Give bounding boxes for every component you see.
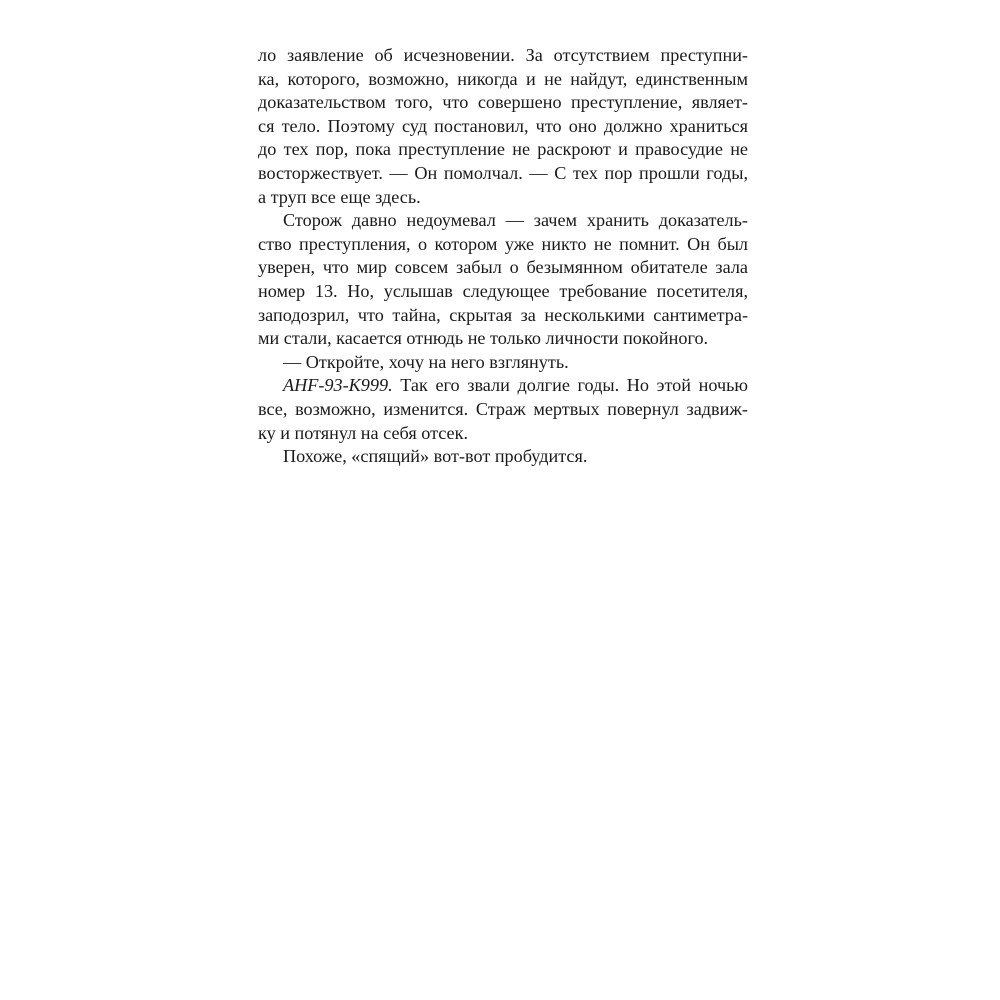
paragraph-3: [258, 351, 748, 375]
specimen-code: АНF-93-K999.: [283, 375, 393, 396]
paragraph-2: [258, 209, 748, 351]
paragraph-4: [258, 374, 748, 445]
text-fragment: Так его звали долгие годы. Но этой ночью: [392, 375, 748, 396]
text-line: все, возможно, изменится. Страж мертвых повернул задвиж-: [258, 398, 748, 419]
text-line: доказательством того, что совершено преступление, являет-: [258, 92, 748, 113]
text-line: номер 13. Но, услышав следующее требование посетителя,: [258, 280, 748, 301]
text-line: [258, 374, 748, 398]
text-line: Похоже, «спящий» вот-вот пробудится.: [283, 446, 588, 467]
text-line: ство преступления, о котором уже никто не помнит. Он был: [258, 233, 748, 254]
text-line: заподозрил, что тайна, скрытая за несколькими сантиметра-: [258, 304, 748, 325]
paragraph-5: [258, 445, 748, 469]
text-line: до тех пор, пока преступление не раскроют и правосудие не: [258, 139, 748, 160]
text-line: ка, которого, возможно, никогда и не найдут, единственным: [258, 68, 748, 89]
text-line: ку и потянул на себя отсек.: [258, 422, 469, 443]
text-line: Сторож давно недоумевал — зачем хранить доказатель-: [283, 210, 748, 231]
text-line: уверен, что мир совсем забыл о безымянном обитателе зала: [258, 257, 748, 278]
text-line: ло заявление об исчезновении. За отсутствием преступни-: [258, 45, 748, 65]
text-line: ми стали, касается отнюдь не только личности покойного.: [258, 328, 709, 349]
paragraph-1: [258, 44, 748, 209]
text-line: восторжествует. — Он помолчал. — С тех пор прошли годы,: [258, 162, 748, 183]
body-text: [258, 44, 748, 469]
text-line: а труп все еще здесь.: [258, 186, 421, 207]
text-line: ся тело. Поэтому суд постановил, что оно должно храниться: [258, 115, 748, 136]
dialogue-line: — Откройте, хочу на него взглянуть.: [283, 351, 569, 372]
